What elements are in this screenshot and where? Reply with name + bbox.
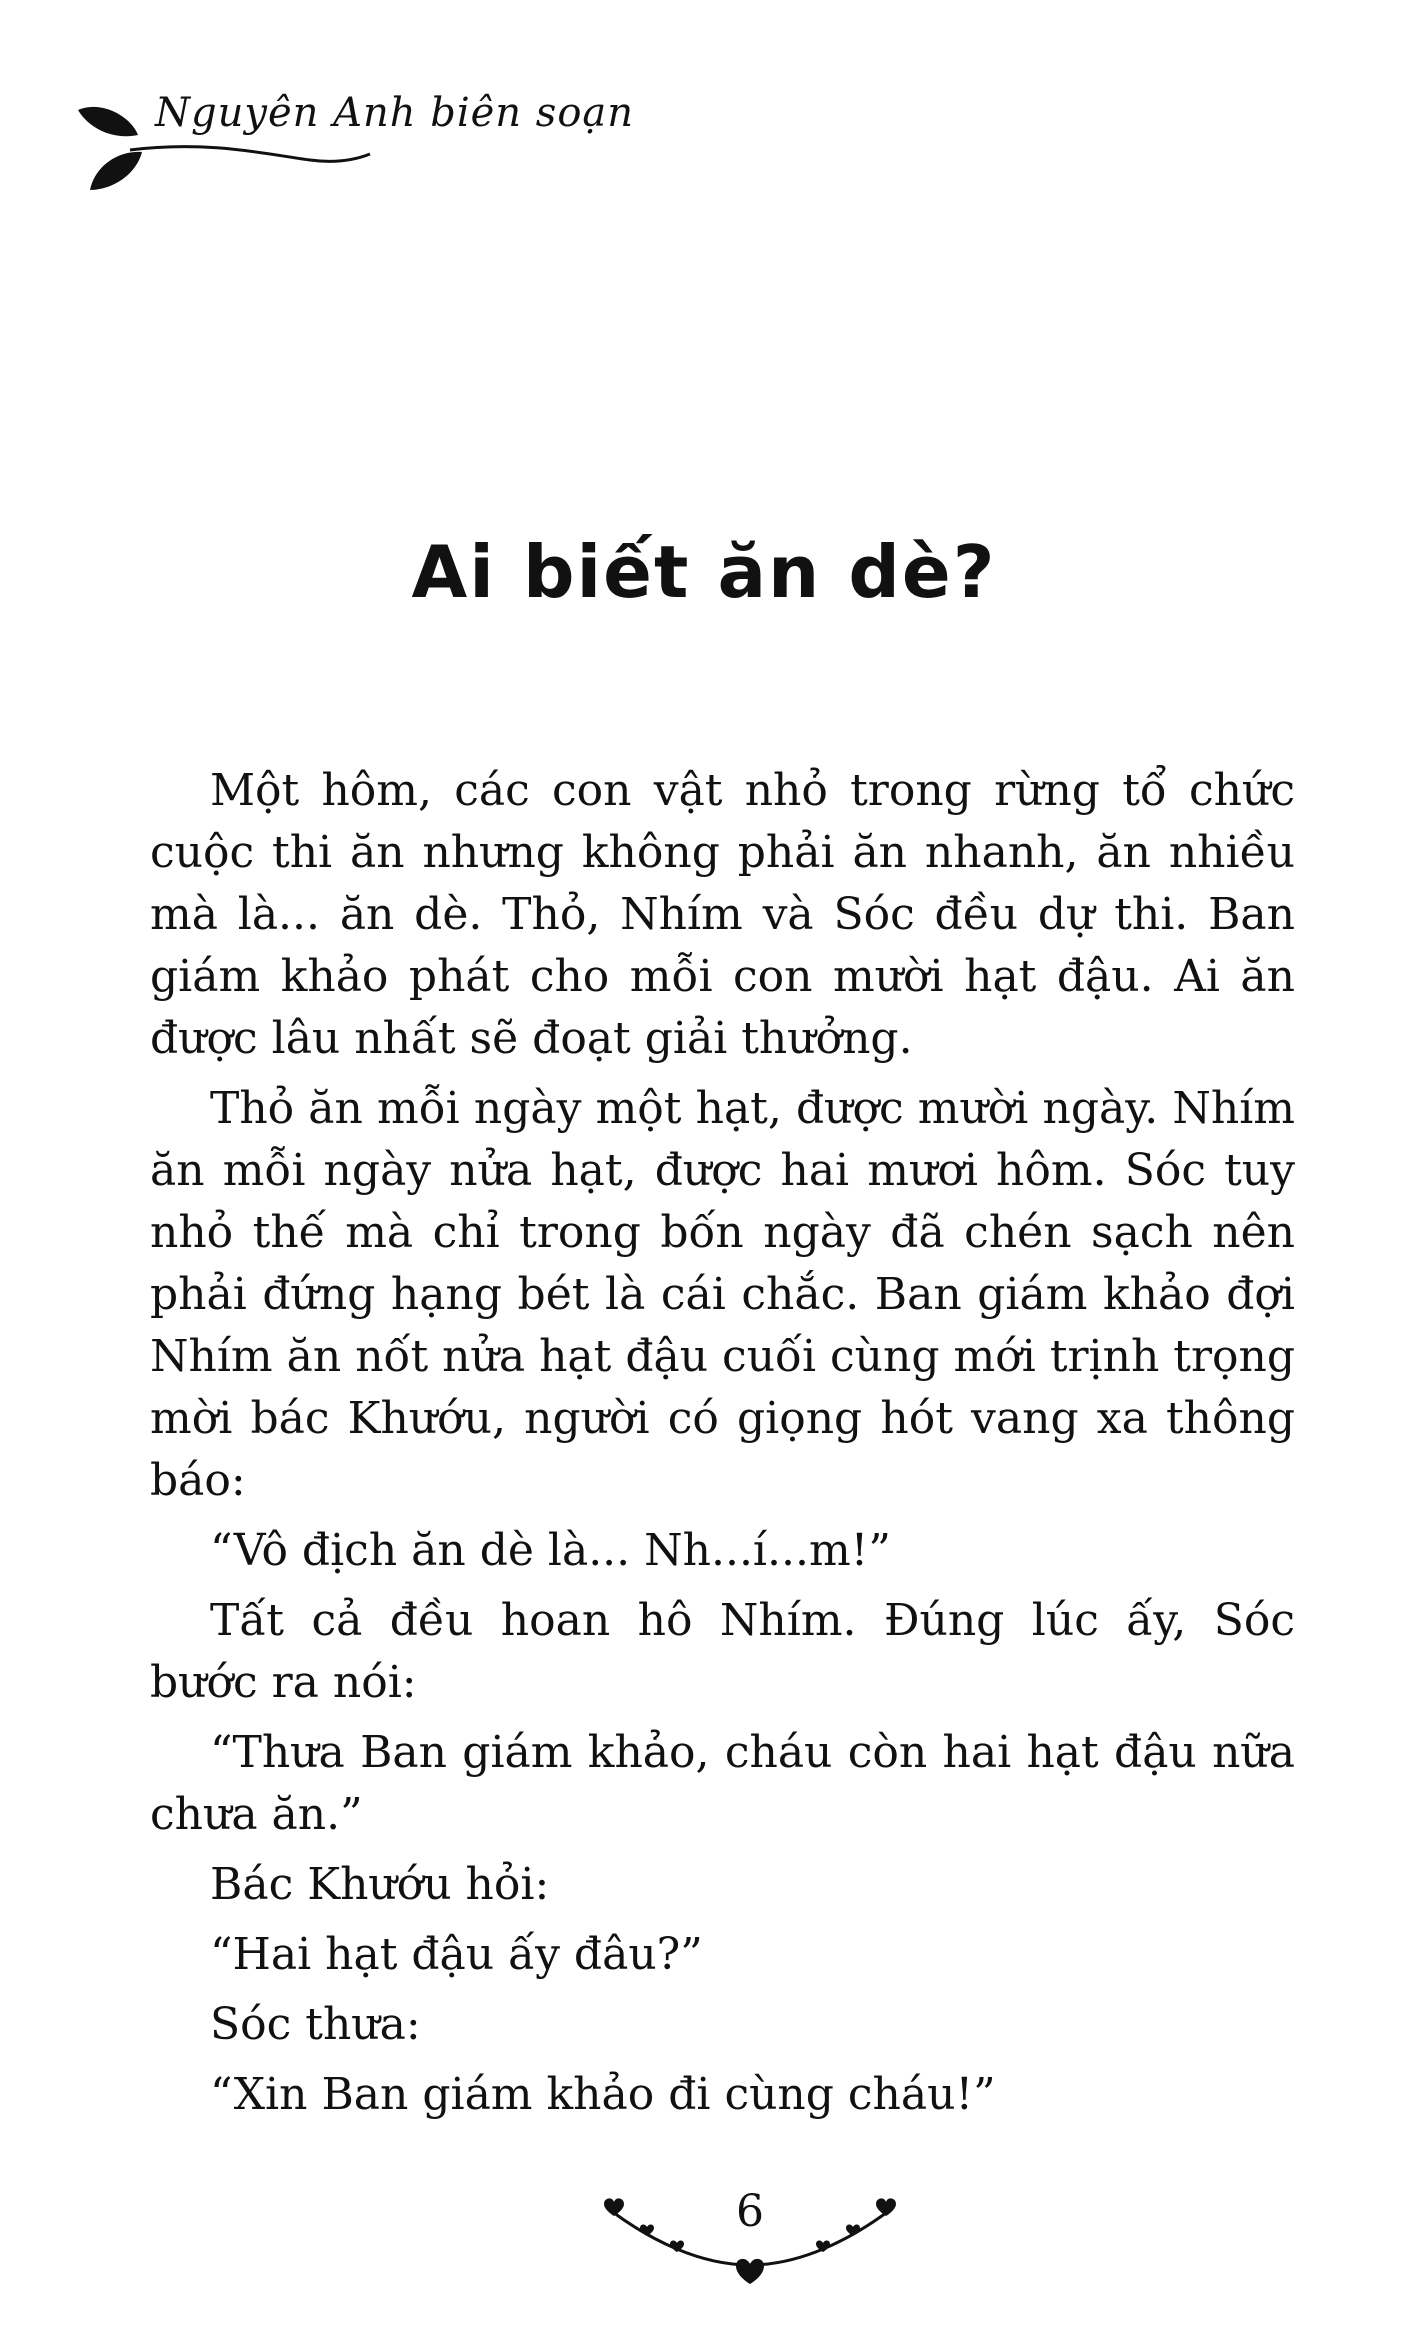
page-header — [70, 80, 635, 210]
paragraph: Thỏ ăn mỗi ngày một hạt, được mười ngày. Nhím ăn mỗi ngày nửa hạt, được hai mươi hôm. Sóc tuy nhỏ thế mà chỉ trong bốn ngày đã chén sạch nên phải đứng hạng bét là cái chắc. Ban giám khảo đợi Nhím ăn nốt nửa hạt đậu cuối cùng mới trịnh trọng mời bác Khướu, người có giọng hót vang xa thông báo: — [150, 1083, 1295, 1506]
paragraph: Sóc thưa: — [210, 1999, 421, 2050]
paragraph: “Xin Ban giám khảo đi cùng cháu!” — [210, 2069, 996, 2120]
paragraph: “Hai hạt đậu ấy đâu?” — [210, 1929, 703, 1980]
paragraph: Tất cả đều hoan hô Nhím. Đúng lúc ấy, Sóc bước ra nói: — [150, 1595, 1295, 1708]
story-body — [150, 760, 1295, 2134]
paragraph: Bác Khướu hỏi: — [210, 1859, 550, 1910]
page-number: 6 — [736, 2186, 764, 2237]
page-footer — [590, 2180, 910, 2290]
paragraph: “Thưa Ban giám khảo, cháu còn hai hạt đậu nữa chưa ăn.” — [150, 1727, 1295, 1840]
paragraph: Một hôm, các con vật nhỏ trong rừng tổ chức cuộc thi ăn nhưng không phải ăn nhanh, ăn nhiều mà là... ăn dè. Thỏ, Nhím và Sóc đều dự thi. Ban giám khảo phát cho mỗi con mười hạt đậu. Ai ăn được lâu nhất sẽ đoạt giải thưởng. — [150, 765, 1295, 1064]
paragraph: “Vô địch ăn dè là... Nh...í...m!” — [210, 1525, 891, 1576]
story-title: Ai biết ăn dè? — [411, 530, 997, 614]
author-credit: Nguyên Anh biên soạn — [155, 90, 635, 136]
